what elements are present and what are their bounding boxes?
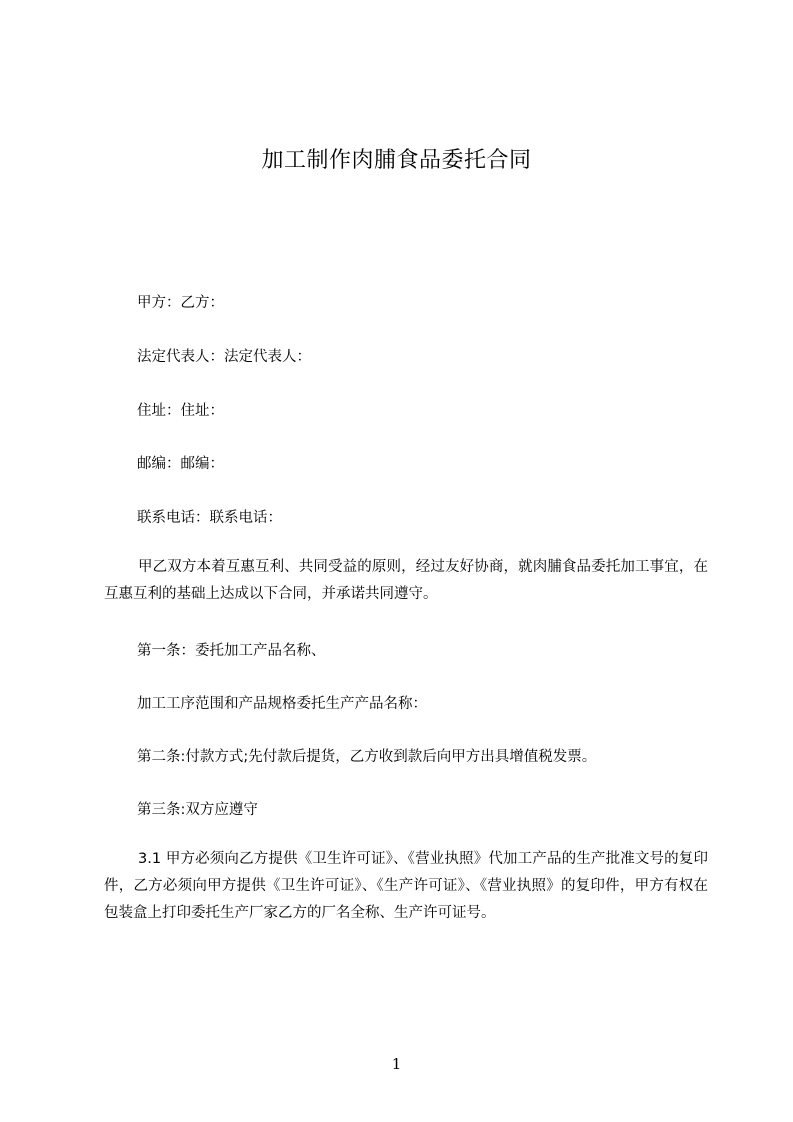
address-line: 住址：住址： bbox=[137, 403, 224, 419]
legal-rep-line: 法定代表人：法定代表人： bbox=[137, 349, 311, 365]
postcode-line: 邮编：邮编： bbox=[137, 456, 224, 472]
party-line: 甲方：乙方： bbox=[137, 295, 224, 311]
intro-paragraph: 甲乙双方本着互惠互利、共同受益的原则，经过友好协商，就肉脯食品委托加工事宜，在互惠互利的基础上达成以下合同，并承诺共同遵守。 bbox=[104, 559, 708, 602]
article-3-heading: 第三条:双方应遵守 bbox=[137, 802, 258, 818]
page-number: 1 bbox=[391, 1055, 402, 1073]
article-2-heading: 第二条:付款方式;先付款后提货，乙方收到款后向甲方出具增值税发票。 bbox=[137, 749, 597, 765]
phone-line: 联系电话：联系电话： bbox=[137, 510, 282, 526]
document-title: 加工制作肉脯食品委托合同 bbox=[261, 148, 532, 173]
article-1-detail: 加工工序范围和产品规格委托生产产品名称： bbox=[137, 696, 427, 712]
article-1-heading: 第一条：委托加工产品名称、 bbox=[137, 643, 326, 659]
clause-3-1: 3.1 甲方必须向乙方提供《卫生许可证》、《营业执照》代加工产品的生产批准文号的复印件，乙方必须向甲方提供《卫生许可证》、《生产许可证》、《营业执照》的复印件，甲方有权在包装盒上打印委托生产厂家乙方的厂名全称、生产许可证号。 bbox=[104, 851, 708, 921]
